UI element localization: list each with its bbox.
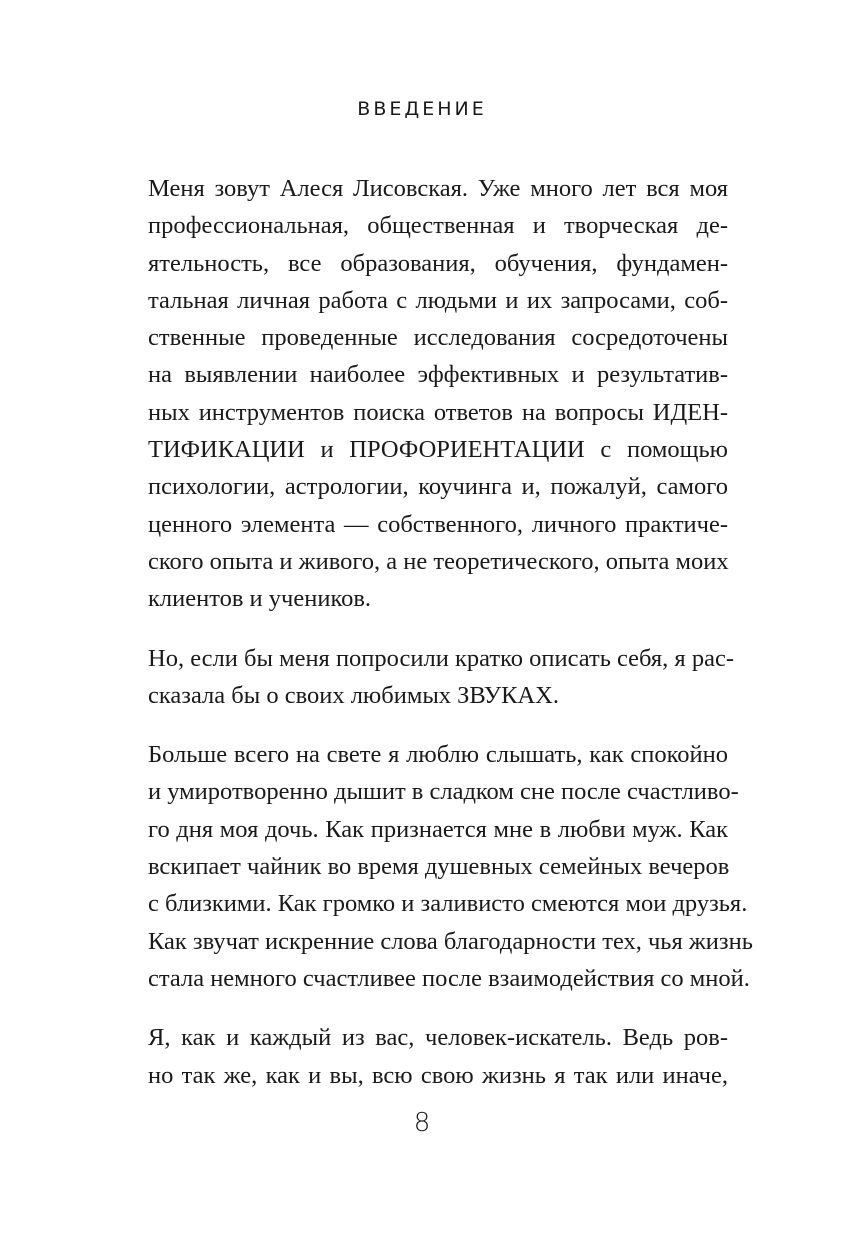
text-line: вскипает чайник во время душевных семейных вечеров: [148, 853, 730, 881]
paragraph-3: [148, 736, 753, 997]
text-line: с близкими. Как громко и заливисто смеются мои друзья.: [148, 890, 748, 918]
page-number: 8: [413, 1108, 431, 1138]
text-line: Больше всего на свете я люблю слышать, как спокойно: [148, 741, 728, 769]
text-line: но так же, как и вы, всю свою жизнь я так или иначе,: [148, 1061, 728, 1089]
text-line: Как звучат искренние слова благодарности тех, чья жизнь: [148, 927, 753, 955]
paragraph-4: [148, 1019, 728, 1094]
text-line: сказала бы о своих любимых ЗВУКАХ.: [148, 681, 559, 709]
text-line: тальная личная работа с людьми и их запросами, соб-: [148, 286, 728, 314]
paragraph-1: [148, 170, 728, 618]
text-line: ского опыта и живого, а не теоретического, опыта моих: [148, 547, 729, 575]
text-line: психологии, астрологии, коучинга и, пожалуй, самого: [148, 473, 728, 501]
text-line: стала немного счастливее после взаимодействия со мной.: [148, 964, 750, 992]
text-line: клиентов и учеников.: [148, 585, 372, 613]
text-line: и умиротворенно дышит в сладком сне после счастливо-: [148, 778, 739, 806]
text-line: Я, как и каждый из вас, человек-искатель. Ведь ров-: [148, 1024, 728, 1052]
text-line: Меня зовут Алеся Лисовская. Уже много лет вся моя: [148, 175, 728, 202]
paragraph-2: [148, 640, 734, 715]
text-line: го дня моя дочь. Как признается мне в любви муж. Как: [148, 815, 728, 843]
text-line: ных инструментов поиска ответов на вопросы ИДЕН-: [148, 398, 728, 426]
body-text: [148, 170, 753, 1116]
chapter-title: ВВЕДЕНИЕ: [357, 98, 487, 120]
text-line: ственные проведенные исследования сосредоточены: [148, 324, 728, 352]
text-line: профессиональная, общественная и творческая де-: [148, 212, 728, 240]
text-line: на выявлении наиболее эффективных и результатив-: [148, 361, 728, 389]
text-line: ТИФИКАЦИИ и ПРОФОРИЕНТАЦИИ с помощью: [148, 436, 728, 464]
text-line: ценного элемента — собственного, личного практиче-: [148, 510, 728, 538]
text-line: ятельность, все образования, обучения, фундамен-: [148, 249, 728, 277]
text-line: Но, если бы меня попросили кратко описать себя, я рас-: [148, 644, 734, 672]
